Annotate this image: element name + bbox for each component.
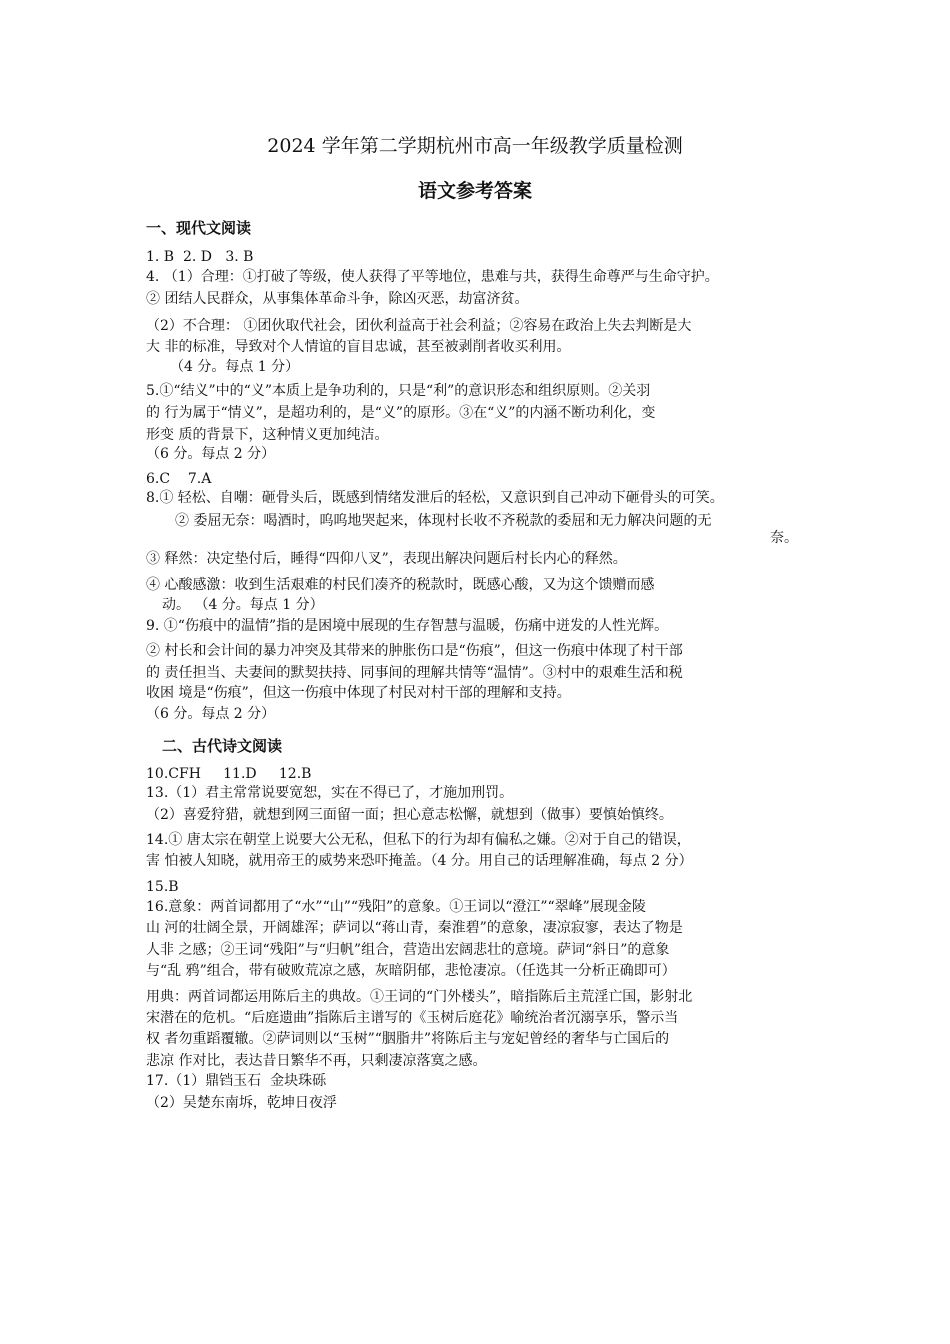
answer-line-14a: 14.① 唐太宗在朝堂上说要大公无私，但私下的行为却有偏私之嫌。②对于自己的错误， [146, 832, 691, 848]
answer-line-17b: （2）吴楚东南坼，乾坤日夜浮 [146, 1095, 337, 1111]
answer-line-8d: ④ 心酸感激：收到生活艰难的村民们凑齐的税款时，既感心酸，又为这个馈赠而感 [146, 577, 655, 593]
answer-line-16e: 用典：两首词都运用陈后主的典故。①王词的“门外楼头”，暗指陈后主荒淫亡国，影射北 [146, 989, 693, 1005]
answer-line-4-score: （4 分。每点 1 分） [170, 359, 300, 375]
answer-line-8-score: 动。 （4 分。每点 1 分） [162, 597, 324, 613]
answer-line-4a: 4. （1）合理：①打破了等级，使人获得了平等地位，患难与共，获得生命尊严与生命守护。 [146, 269, 719, 285]
answer-line-8b-end: 奈。 [770, 530, 798, 546]
answer-line-9-score: （6 分。每点 2 分） [146, 706, 276, 722]
answer-line-5-score: （6 分。每点 2 分） [146, 446, 276, 462]
answer-line-9d: 收困 境是“伤痕”，但这一伤痕中体现了村民对村干部的理解和支持。 [146, 685, 571, 701]
answer-line-14b: 害 怕被人知晓，就用帝王的威势来恐吓掩盖。（4 分。用自己的话理解准确，每点 2 分） [146, 853, 693, 869]
answer-line-5c: 形变 质的背景下，这种情义更加纯洁。 [146, 427, 389, 443]
document-subtitle: 语文参考答案 [417, 180, 532, 202]
answer-line-9c: 的 责任担当、夫妻间的默契扶持、同事间的理解共情等“温情”。③村中的艰难生活和税 [146, 665, 683, 681]
section-heading-classical-reading: 二、古代诗文阅读 [162, 737, 283, 755]
section-heading-modern-reading: 一、现代文阅读 [146, 219, 252, 237]
answer-line-8b: ② 委屈无奈：喝酒时，呜呜地哭起来，体现村长收不齐税款的委屈和无力解决问题的无 [175, 513, 712, 529]
answer-line-16b: 山 河的壮阔全景，开阔雄浑；萨词以“蒋山青，秦淮碧”的意象，凄凉寂寥，表达了物是 [146, 920, 683, 936]
answer-line-16h: 悲凉 作对比，表达昔日繁华不再，只剩凄凉落寞之感。 [146, 1053, 487, 1069]
answer-line-16a: 16.意象：两首词都用了“水”“山”“残阳”的意象。①王词以“澄江”“翠峰”展现金陵 [146, 899, 646, 915]
answer-line-13b: （2）喜爱狩猎，就想到网三面留一面；担心意志松懈，就想到（做事）要慎始慎终。 [146, 807, 673, 823]
answer-line-16c: 人非 之感；②王词“残阳”与“归帆”组合，营造出宏阔悲壮的意境。萨词“斜日”的意象 [146, 942, 670, 958]
answer-line-17a: 17.（1）鼎铛玉石 金块珠砾 [146, 1073, 327, 1089]
answer-line-5a: 5.①“结义”中的“义”本质上是争功利的，只是“利”的意识形态和组织原则。②关羽 [146, 383, 651, 399]
answer-line-5b: 的 行为属于“情义”，是超功利的，是“义”的原形。③在“义”的内涵不断功利化，变 [146, 405, 656, 421]
answer-line-9a: 9. ①“伤痕中的温情”指的是困境中展现的生存智慧与温暖，伤痛中迸发的人性光辉。 [146, 618, 669, 634]
answer-line-9b: ② 村长和会计间的暴力冲突及其带来的肿胀伤口是“伤痕”，但这一伤痕中体现了村干部 [146, 643, 683, 659]
answer-line-16d: 与“乱 鸦”组合，带有破败荒凉之感，灰暗阴郁，悲怆凄凉。（任选其一分析正确即可） [146, 963, 676, 979]
answer-line-16f: 宋潜在的危机。“后庭遗曲”指陈后主谱写的《玉树后庭花》喻统治者沉溺享乐，警示当 [146, 1010, 679, 1026]
document-title: 2024 学年第二学期杭州市高一年级教学质量检测 [267, 135, 683, 157]
answer-line-15: 15.B [146, 879, 179, 895]
answer-line-4c: （2）不合理： ①团伙取代社会，团伙利益高于社会利益；②容易在政治上失去判断是大 [146, 318, 692, 334]
answer-line-8c: ③ 释然：决定垫付后，睡得“四仰八叉”，表现出解决问题后村长内心的释然。 [146, 551, 627, 567]
answer-line-16g: 权 者勿重蹈覆辙。②萨词则以“玉树”“胭脂井”将陈后主与宠妃曾经的奢华与亡国后的 [146, 1031, 670, 1047]
answer-line-13a: 13.（1）君主常常说要宽恕，实在不得已了，才施加刑罚。 [146, 785, 514, 801]
answer-line-4d: 大 非的标准，导致对个人情谊的盲目忠诚，甚至被剥削者收买利用。 [146, 339, 571, 355]
answer-line-4b: ② 团结人民群众，从事集体革命斗争，除凶灭恶，劫富济贫。 [146, 291, 529, 307]
answer-line-6-7: 6.C 7.A [146, 471, 212, 487]
answer-line-1-3: 1. B 2. D 3. B [146, 249, 254, 265]
answer-line-8a: 8.① 轻松、自嘲：砸骨头后，既感到情绪发泄后的轻松，又意识到自己冲动下砸骨头的可笑。 [146, 490, 724, 506]
answer-line-10-12: 10.CFH 11.D 12.B [146, 766, 312, 782]
